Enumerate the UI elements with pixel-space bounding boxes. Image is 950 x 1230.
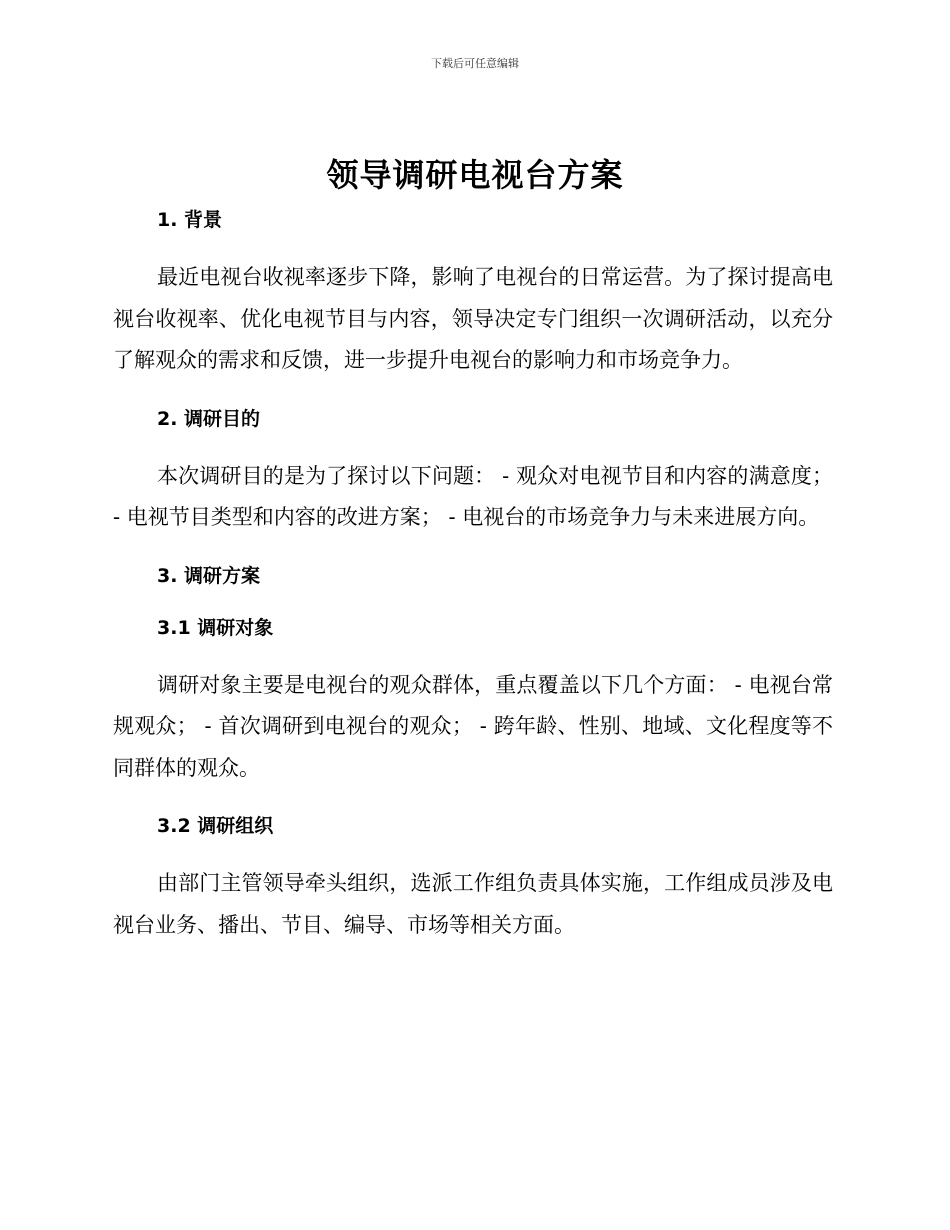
section-text-organization: 由部门主管领导牵头组织，选派工作组负责具体实施，工作组成员涉及电视台业务、播出、节目、编导、市场等相关方面。 [113, 871, 833, 937]
section-heading-plan: 3. 调研方案 [157, 564, 261, 587]
section-heading-purpose: 2. 调研目的 [157, 407, 261, 430]
section-heading-organization: 3.2 调研组织 [157, 815, 274, 837]
section-heading-subjects: 3.1 调研对象 [157, 616, 274, 639]
header-note: 下载后可任意编辑 [431, 57, 519, 70]
document-title: 领导调研电视台方案 [326, 156, 624, 194]
section-text-background: 最近电视台收视率逐步下降，影响了电视台的日常运营。为了探讨提高电视台收视率、优化电视节目与内容，领导决定专门组织一次调研活动，以充分了解观众的需求和反馈，进一步提升电视台的影响力和市场竞争力。 [113, 265, 833, 372]
section-text-subjects: 调研对象主要是电视台的观众群体，重点覆盖以下几个方面： - 电视台常规观众； - 首次调研到电视台的观众； - 跨年龄、性别、地域、文化程度等不同群体的观众。 [113, 672, 833, 780]
section-text-purpose: 本次调研目的是为了探讨以下问题： - 观众对电视节目和内容的满意度； - 电视节目类型和内容的改进方案； - 电视台的市场竞争力与未来进展方向。 [113, 463, 833, 529]
section-heading-background: 1. 背景 [157, 209, 223, 231]
document-body [113, 205, 833, 946]
